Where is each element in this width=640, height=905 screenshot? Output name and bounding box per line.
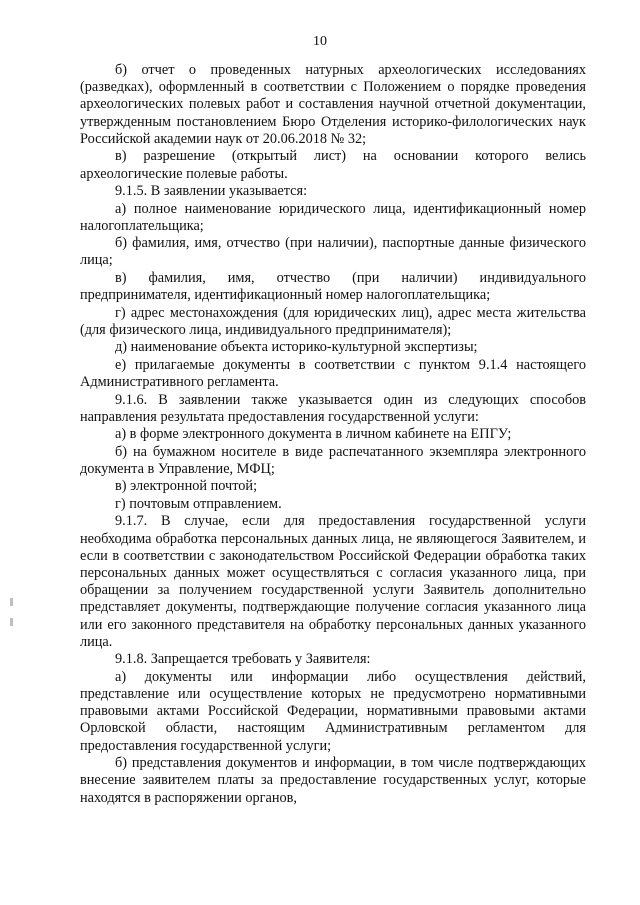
- margin-mark: [10, 618, 13, 626]
- paragraph: б) представления документов и информации, в том числе подтверждающих внесение заявителем платы за предоставление государственных услуг, которые находятся в распоряжении органов,: [80, 755, 586, 806]
- paragraph: г) адрес местонахождения (для юридических лиц), адрес места жительства (для физического лица, индивидуального предпринимателя);: [80, 304, 586, 338]
- paragraph: в) фамилия, имя, отчество (при наличии) индивидуального предпринимателя, идентификационный номер налогоплательщика;: [80, 269, 586, 304]
- paragraph: е) прилагаемые документы в соответствии с пунктом 9.1.4 настоящего Административного регламента.: [80, 356, 586, 391]
- document-body: [80, 62, 586, 807]
- paragraph: б) на бумажном носителе в виде распечатанного экземпляра электронного документа в Управление, МФЦ;: [80, 443, 586, 477]
- paragraph: а) полное наименование юридического лица, идентификационный номер налогоплательщика;: [80, 200, 586, 234]
- paragraph: а) в форме электронного документа в личном кабинете на ЕПГУ;: [115, 426, 512, 443]
- paragraph: б) фамилия, имя, отчество (при наличии), паспортные данные физического лица;: [80, 235, 586, 269]
- paragraph: г) почтовым отправлением.: [115, 495, 282, 512]
- paragraph: 9.1.6. В заявлении также указывается один из следующих способов направления результата предоставления государственной услуги:: [80, 391, 586, 425]
- paragraph: 9.1.8. Запрещается требовать у Заявителя:: [115, 651, 371, 668]
- paragraph: в) разрешение (открытый лист) на основании которого велись археологические полевые работы.: [80, 148, 586, 182]
- paragraph: в) электронной почтой;: [115, 478, 258, 495]
- paragraph: а) документы или информации либо осуществления действий, представление или осуществление которых не предусмотрено нормативными правовыми актами Российской Федерации, нормативными правовыми актами Орловской области, настоящим Административным регламентом для предоставления государственной услуги;: [80, 668, 586, 754]
- paragraph: д) наименование объекта историко-культурной экспертизы;: [115, 339, 478, 356]
- paragraph: 9.1.7. В случае, если для предоставления государственной услуги необходима обработка персональных данных лица, не являющегося Заявителем, и если в соответствии с законодательством Российской Федерации обработка таких персональных данных может осуществляться с согласия указанного лица, при обращении за получением государственной услуги Заявитель дополнительно представляет документы, подтверждающие получение согласия указанного лица или его законного представителя на обработку персональных данных указанного лица.: [80, 513, 586, 650]
- margin-mark: [10, 598, 13, 606]
- page-number: 10: [313, 34, 327, 49]
- paragraph: б) отчет о проведенных натурных археологических исследованиях (разведках), оформленный в соответствии с Положением о порядке проведения археологических полевых работ и составления научной отчетной документации, утвержденным постановлением Бюро Отделения историко-филологических наук Российской академии наук от 20.06.2018 № 32;: [80, 62, 586, 147]
- paragraph: 9.1.5. В заявлении указывается:: [115, 183, 308, 200]
